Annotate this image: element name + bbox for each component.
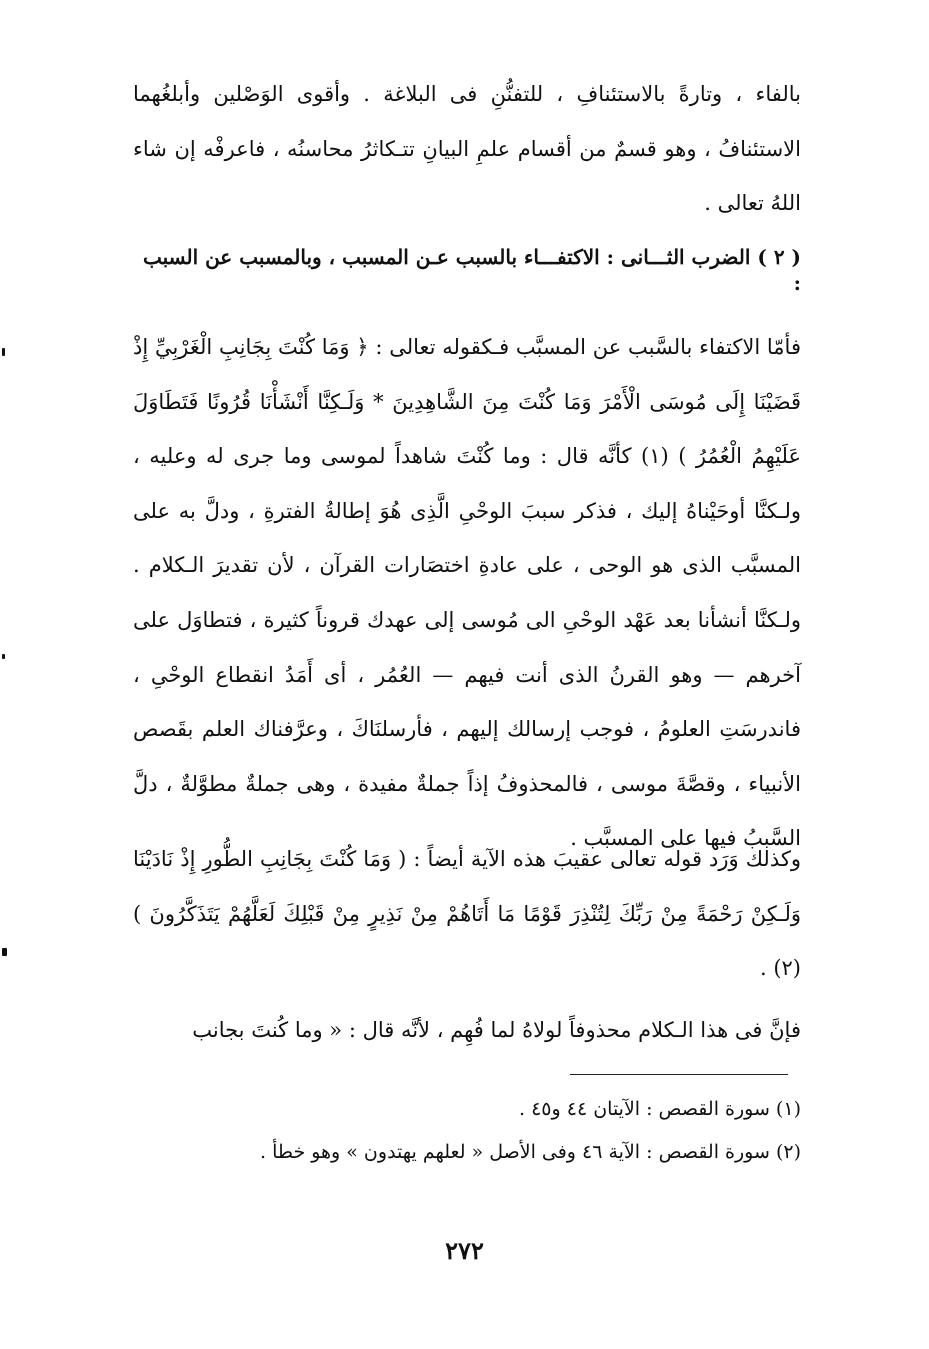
scan-edge-mark xyxy=(2,654,5,659)
page-number: ٢٧٢ xyxy=(445,1236,484,1265)
footnote-divider xyxy=(570,1074,788,1075)
section-heading: ( ٢ ) الضرب الثـــانى : الاكتفـــاء بالسبب عـن المسبب ، وبالمسبب عن السبب : xyxy=(142,245,801,295)
paragraph-second-example: وكذلك وَرَد قوله تعالى عقيبَ هذه الآية أيضاً : ( وَمَا كُنْتَ بِجَانِبِ الطُّورِ إِذْ نَادَيْنَا وَلَـكِنْ رَحْمَةً مِنْ رَبِّكَ لِتُنْذِرَ قَوْمًا مَا أَتَاهُمْ مِنْ نَذِيرٍ مِنْ قَبْلِكَ لَعَلَّهُمْ يَتَذَكَّرُونَ ) (٢) . xyxy=(133,847,801,981)
paragraph-explanation: فإنَّ فى هذا الـكلام محذوفاً لولاهُ لما فُهِم ، لأنَّه قال : « وما كُنتَ بجانب xyxy=(192,1018,801,1042)
footnotes xyxy=(131,1088,801,1174)
footnote-1: (١) سورة القصص : الآيتان ٤٤ و٤٥ . xyxy=(519,1098,801,1120)
scan-edge-mark xyxy=(2,948,7,956)
paragraph-continuation: بالفاء ، وتارةً بالاستئنافِ ، للتفنُّنِ فى البلاغة . وأقوى الوَصْلين وأبلغُهما الاستئنافُ ، وهو قسمٌ من أقسام علمِ البيانِ تتـكاثرُ محاسنُه ، فاعرفْه إن شاء اللهُ تعالى . xyxy=(133,82,801,216)
footnote-2: (٢) سورة القصص : الآية ٤٦ وفى الأصل « لعلهم يهتدون » وهو خطأ . xyxy=(259,1141,801,1163)
scan-edge-mark xyxy=(2,348,5,356)
paragraph-cause-for-effect: فأمّا الاكتفاء بالسَّبب عن المسبَّب فـكقوله تعالى : ﴿ وَمَا كُنْتَ بِجَانِبِ الْغَرْبِيِّ إِذْ قَضَيْنَا إِلَى مُوسَى الْأَمْرَ وَمَا كُنْتَ مِنَ الشَّاهِدِينَ * وَلَـكِنَّا أَنْشَأْنَا قُرُونًا فَتَطَاوَلَ عَلَيْهِمُ الْعُمُرُ ) (١) كأنَّه قال : وما كُنْتَ شاهداً لموسى وما جرى له وعليه ، ولـكنَّا أوحَيْناهُ إليك ، فذكر سببَ الوحْىِ الَّذِى هُوَ إطالةُ الفترةِ ، ودلَّ به على المسبَّب الذى هو الوحى ، على عادةِ اختصَارات القرآن ، لأن تقديرَ الـكلام . ولـكنَّا أنشأنا بعد عَهْد الوحْىِ الى مُوسى إلى عهدك قروناً كثيرة ، فتطاوَل على آخرهم — وهو القرنُ الذى أنت فيهم — العُمُر ، أى أَمَدُ انقطاع الوحْىِ ، فاندرسَتِ العلومُ ، فوجب إرسالك إليهم ، فأرسلنَاكَ ، وعرَّفناك العلم بقَصص الأنبياء ، وقصَّةَ موسى ، فالمحذوفُ إذاً جملةٌ مفيدة ، وهى جملةٌ مطوَّلةٌ ، دلَّ السَّببُ فيها على المسبَّب . xyxy=(133,335,802,851)
